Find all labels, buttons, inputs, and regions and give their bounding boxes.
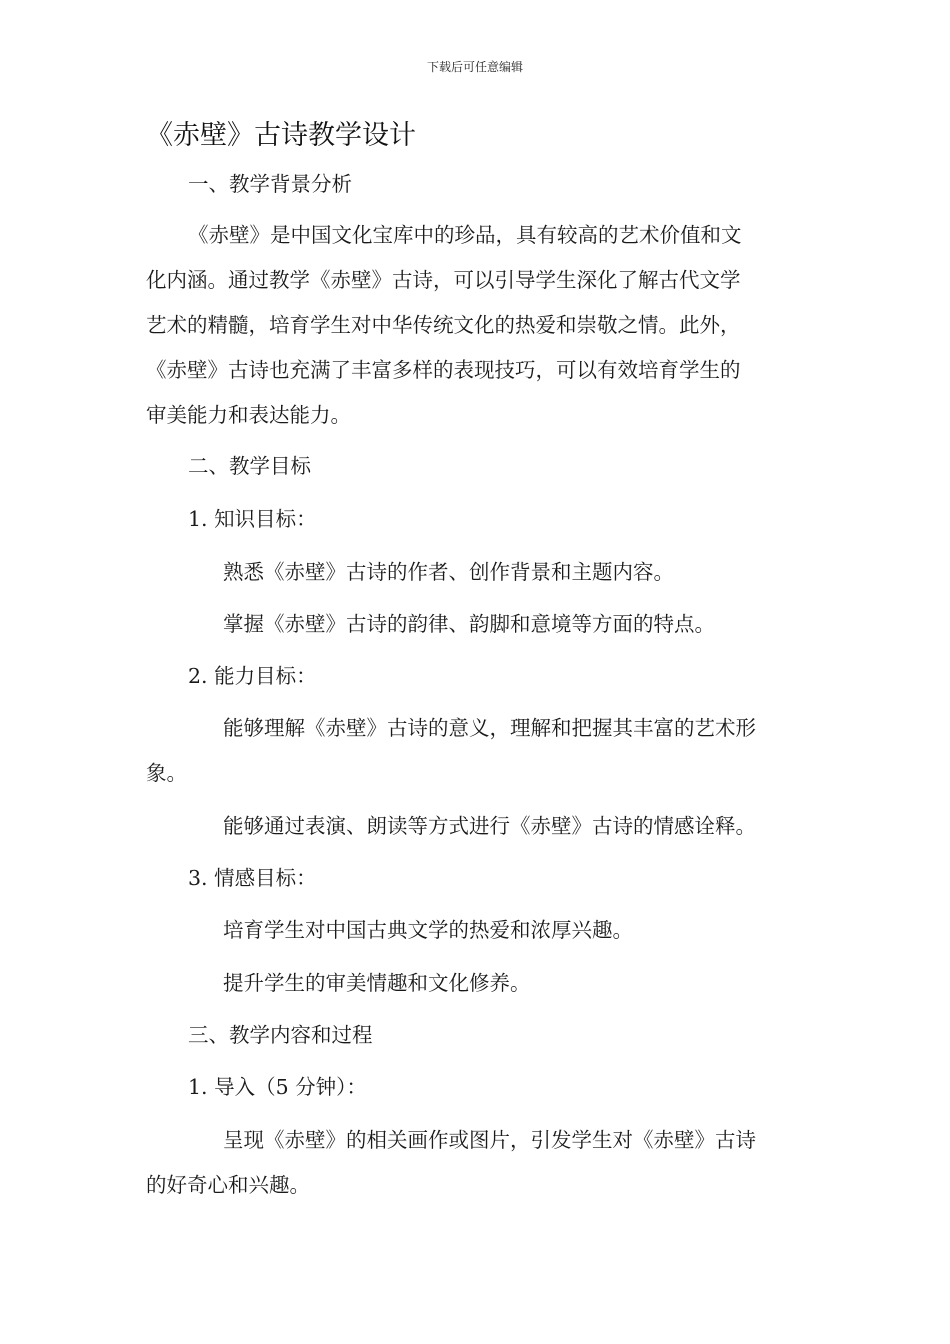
paragraph-line: 艺术的精髓，培育学生对中华传统文化的热爱和崇敬之情。此外， — [146, 313, 741, 337]
document-title: 《赤壁》古诗教学设计 — [146, 120, 416, 151]
paragraph-line: 《赤壁》是中国文化宝库中的珍品，具有较高的艺术价值和文 — [188, 223, 742, 247]
knowledge-goal-label: 1. 知识目标： — [188, 507, 317, 531]
ability-goal-item: 能够通过表演、朗读等方式进行《赤壁》古诗的情感诠释。 — [223, 814, 756, 838]
intro-step-line: 呈现《赤壁》的相关画作或图片，引发学生对《赤壁》古诗 — [223, 1128, 756, 1152]
knowledge-goal-item: 熟悉《赤壁》古诗的作者、创作背景和主题内容。 — [223, 560, 674, 584]
knowledge-goal-item: 掌握《赤壁》古诗的韵律、韵脚和意境等方面的特点。 — [223, 612, 715, 636]
section-heading-background: 一、教学背景分析 — [188, 172, 352, 196]
section-heading-content: 三、教学内容和过程 — [188, 1023, 373, 1047]
page-header-note: 下载后可任意编辑 — [426, 60, 523, 74]
ability-goal-label: 2. 能力目标： — [188, 664, 317, 688]
intro-step-line: 的好奇心和兴趣。 — [146, 1173, 310, 1197]
paragraph-line: 审美能力和表达能力。 — [146, 403, 351, 427]
emotion-goal-item: 培育学生对中国古典文学的热爱和浓厚兴趣。 — [223, 918, 633, 942]
emotion-goal-item: 提升学生的审美情趣和文化修养。 — [223, 971, 531, 995]
paragraph-line: 化内涵。通过教学《赤壁》古诗，可以引导学生深化了解古代文学 — [146, 268, 741, 292]
paragraph-line: 《赤壁》古诗也充满了丰富多样的表现技巧，可以有效培育学生的 — [146, 358, 741, 382]
intro-step-label: 1. 导入（5 分钟）： — [188, 1075, 367, 1099]
ability-goal-item-continuation: 象。 — [146, 761, 187, 785]
ability-goal-item: 能够理解《赤壁》古诗的意义，理解和把握其丰富的艺术形 — [223, 716, 756, 740]
emotion-goal-label: 3. 情感目标： — [188, 866, 317, 890]
section-heading-goals: 二、教学目标 — [188, 454, 311, 478]
